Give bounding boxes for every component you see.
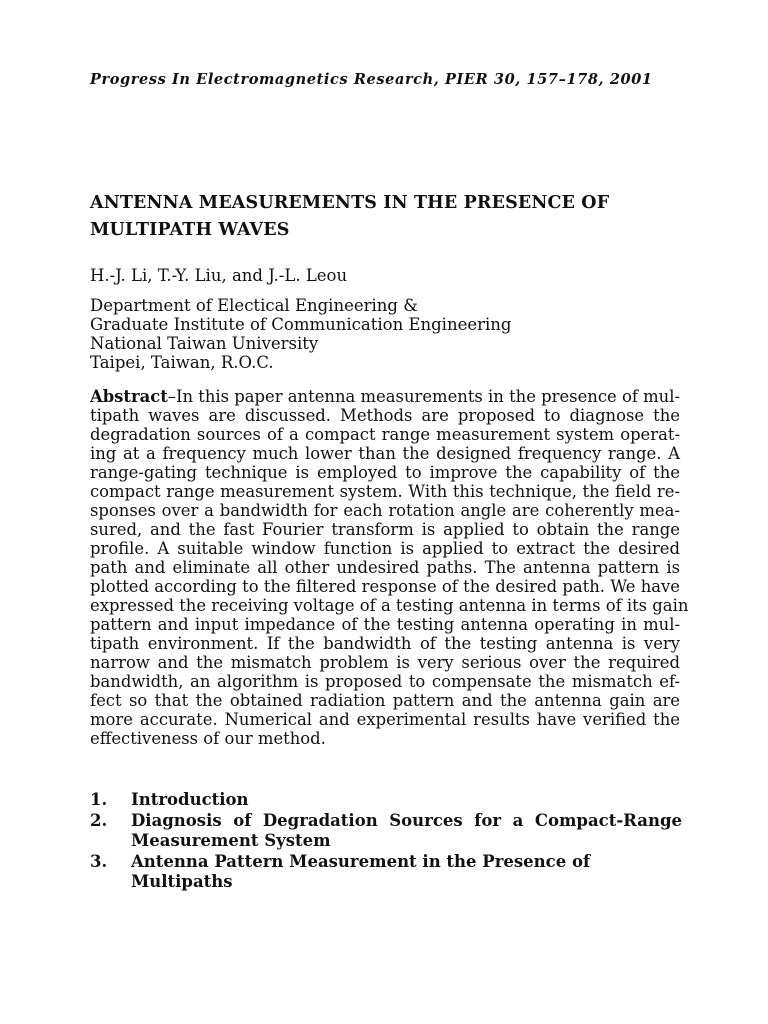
- abstract-line: [90, 387, 680, 406]
- toc-item-introduction: [90, 790, 682, 811]
- abstract-line: degradation sources of a compact range measurement system operat-: [90, 425, 680, 444]
- toc-number: 2.: [90, 810, 108, 830]
- affiliation-line: Taipei, Taiwan, R.O.C.: [90, 353, 274, 372]
- journal-citation: , PIER 30, 157–178, 2001: [433, 71, 653, 88]
- abstract-line: compact range measurement system. With this technique, the field re-: [90, 482, 680, 501]
- abstract-label: Abstract: [90, 387, 168, 406]
- abstract-line: path and eliminate all other undesired paths. The antenna pattern is: [90, 558, 680, 577]
- abstract-line: sponses over a bandwidth for each rotation angle are coherently mea-: [90, 501, 680, 520]
- abstract: [90, 387, 689, 748]
- affiliation-line: Graduate Institute of Communication Engineering: [90, 315, 512, 334]
- toc-number: 3.: [90, 851, 108, 871]
- toc-item-diagnosis: [90, 811, 682, 852]
- abstract-text: –In this paper antenna measurements in the presence of mul-: [167, 387, 680, 406]
- toc-title-line: Introduction: [131, 790, 249, 809]
- abstract-line: bandwidth, an algorithm is proposed to compensate the mismatch ef-: [90, 672, 680, 691]
- abstract-line: tipath waves are discussed. Methods are proposed to diagnose the: [90, 406, 680, 425]
- toc-item-pattern-measurement: [90, 852, 682, 893]
- paper-title-line-2: MULTIPATH WAVES: [90, 220, 290, 240]
- abstract-line: effectiveness of our method.: [90, 729, 326, 748]
- journal-name: Progress In Electromagnetics Research: [90, 71, 434, 88]
- abstract-line: sured, and the fast Fourier transform is applied to obtain the range: [90, 520, 680, 539]
- affiliation: [90, 296, 511, 372]
- toc-title-line: Diagnosis of Degradation Sources for a Compact-Range: [131, 810, 682, 830]
- abstract-line: pattern and input impedance of the testing antenna operating in mul-: [90, 615, 680, 634]
- table-of-contents: [90, 790, 682, 893]
- paper-title: [90, 190, 690, 244]
- author-list: H.-J. Li, T.-Y. Liu, and J.-L. Leou: [90, 266, 348, 285]
- abstract-line: range-gating technique is employed to improve the capability of the: [90, 463, 680, 482]
- toc-title: [131, 852, 682, 893]
- paper-title-line-1: ANTENNA MEASUREMENTS IN THE PRESENCE OF: [90, 193, 610, 213]
- toc-title: [131, 790, 682, 811]
- affiliation-line: Department of Electical Engineering &: [90, 296, 418, 315]
- abstract-line: expressed the receiving voltage of a testing antenna in terms of its gain: [90, 596, 689, 615]
- journal-header: [90, 71, 680, 88]
- abstract-line: more accurate. Numerical and experimental results have verified the: [90, 710, 680, 729]
- toc-title-line: Multipaths: [131, 872, 233, 891]
- abstract-line: profile. A suitable window function is applied to extract the desired: [90, 539, 680, 558]
- toc-title-line: Antenna Pattern Measurement in the Presence of: [131, 851, 591, 871]
- abstract-line: narrow and the mismatch problem is very serious over the required: [90, 653, 680, 672]
- toc-title-line: Measurement System: [131, 831, 331, 850]
- abstract-line: ing at a frequency much lower than the designed frequency range. A: [90, 444, 680, 463]
- affiliation-line: National Taiwan University: [90, 334, 319, 353]
- abstract-line: tipath environment. If the bandwidth of the testing antenna is very: [90, 634, 680, 653]
- abstract-line: fect so that the obtained radiation pattern and the antenna gain are: [90, 691, 680, 710]
- toc-number: 1.: [90, 790, 108, 809]
- toc-title: [131, 811, 682, 852]
- abstract-line: plotted according to the filtered response of the desired path. We have: [90, 577, 680, 596]
